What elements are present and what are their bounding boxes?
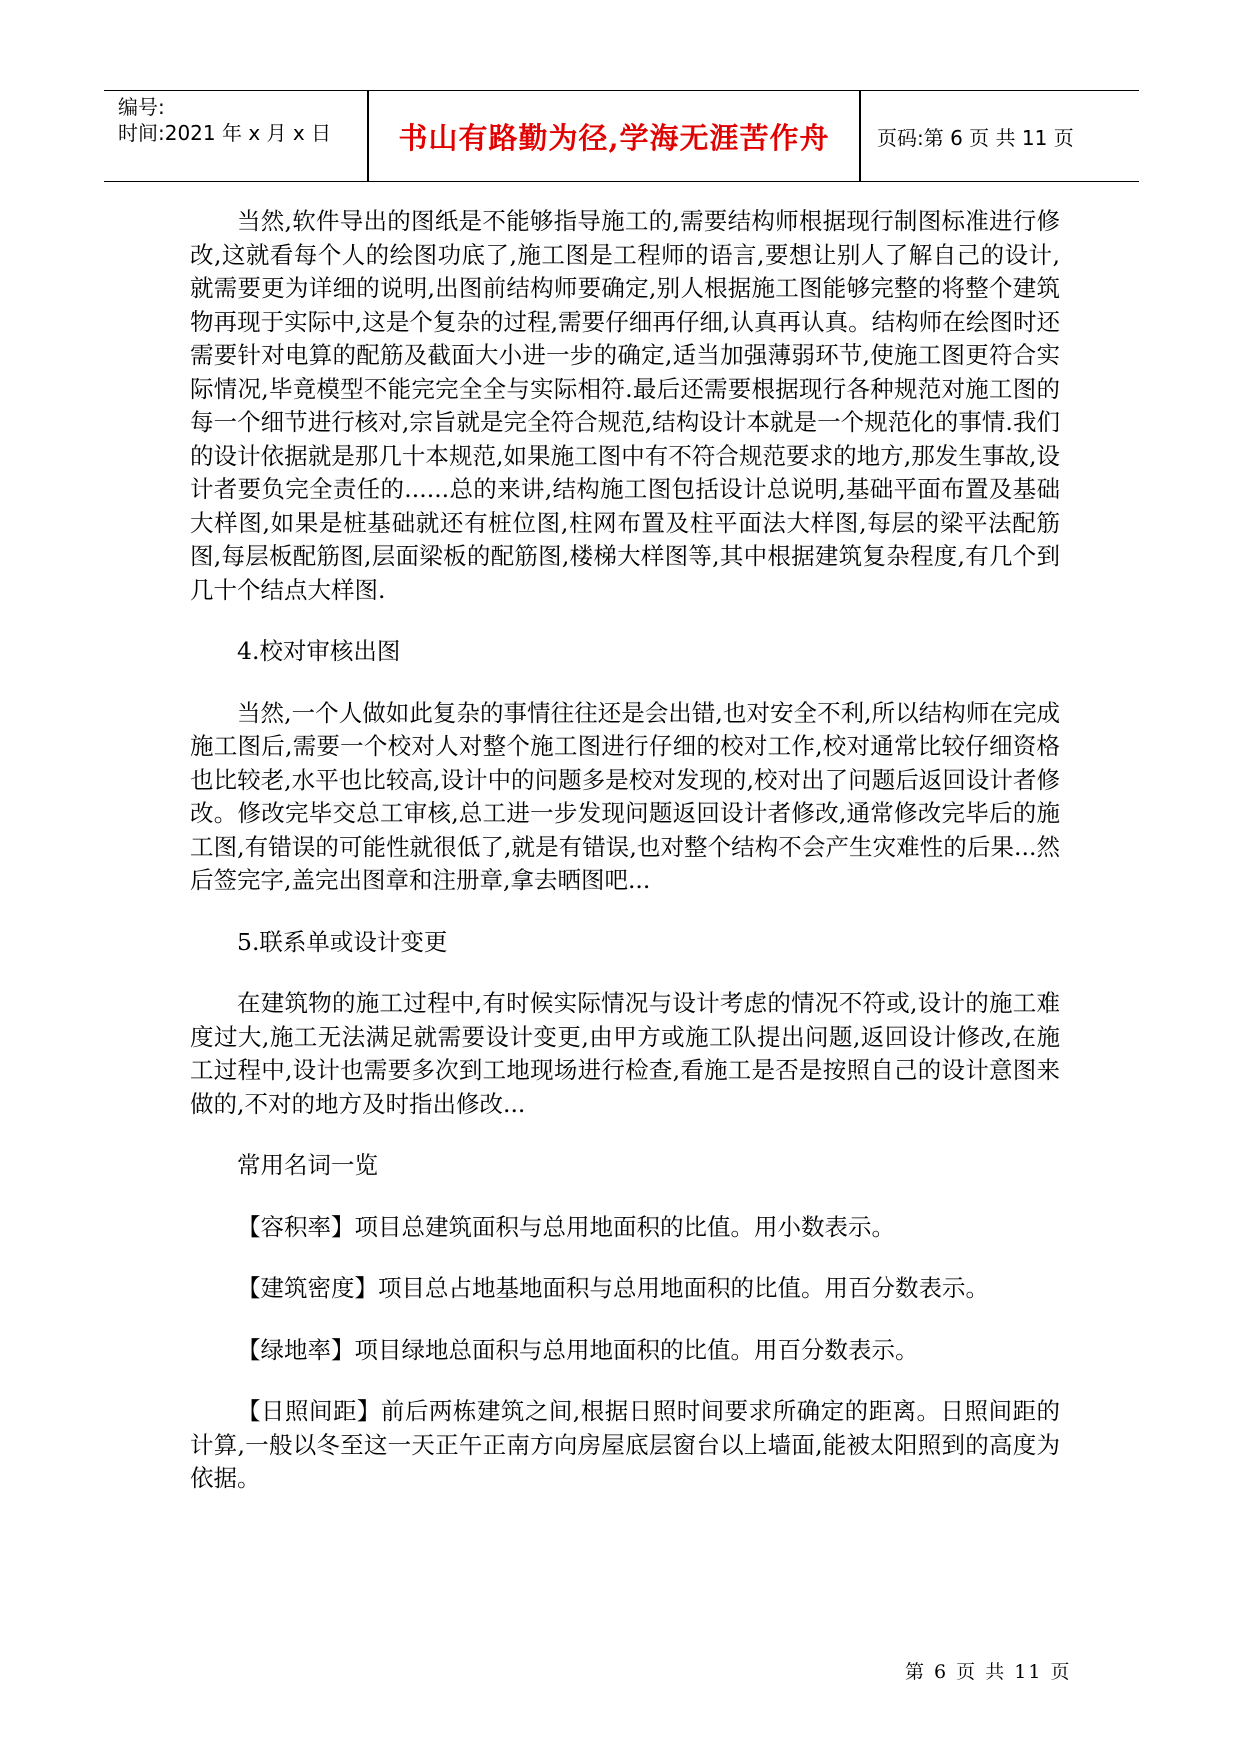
header-motto: 书山有路勤为径,学海无涯苦作舟 (398, 120, 830, 155)
header-meta (118, 91, 358, 181)
body-paragraph: 当然,软件导出的图纸是不能够指导施工的,需要结构师根据现行制图标准进行修改,这就看每个人的绘图功底了,施工图是工程师的语言,要想让别人了解自己的设计,就需要更为详细的说明,出图前结构师要确定,别人根据施工图能够完整的将整个建筑物再现于实际中,这是个复杂的过程,需要仔细再仔细,认真再认真。结构师在绘图时还需要针对电算的配筋及截面大小进一步的确定,适当加强薄弱环节,使施工图更符合实际情况,毕竟模型不能完完全全与实际相符.最后还需要根据现行各种规范对施工图的每一个细节进行核对,宗旨就是完全符合规范,结构设计本就是一个规范化的事情.我们的设计依据就是那几十本规范,如果施工图中有不符合规范要求的地方,那发生事故,设计者要负完全责任的......总的来讲,结构施工图包括设计总说明,基础平面布置及基础大样图,如果是桩基础就还有桩位图,柱网布置及柱平面法大样图,每层的梁平法配筋图,每层板配筋图,层面梁板的配筋图,楼梯大样图等,其中根据建筑复杂程度,有几个到几十个结点大样图. (190, 207, 1060, 604)
glossary-item-building-density: 【建筑密度】项目总占地基地面积与总用地面积的比值。用百分数表示。 (237, 1274, 989, 1302)
page-number-footer: 第 6 页 共 11 页 (905, 1661, 1072, 1683)
document-number-label: 编号: (118, 95, 165, 119)
glossary-item-green-ratio: 【绿地率】项目绿地总面积与总用地面积的比值。用百分数表示。 (237, 1335, 919, 1364)
glossary-item-sunlight-spacing: 【日照间距】前后两栋建筑之间,根据日照时间要求所确定的距离。日照间距的计算,一般以冬至这一天正午正南方向房屋底层窗台以上墙面,能被太阳照到的高度为依据。 (190, 1397, 1060, 1492)
document-body (190, 205, 1060, 1524)
body-paragraph: 在建筑物的施工过程中,有时候实际情况与设计考虑的情况不符或,设计的施工难度过大,施工无法满足就需要设计变更,由甲方或施工队提出问题,返回设计修改,在施工过程中,设计也需要多次到工地现场进行检查,看施工是否是按照自己的设计意图来做的,不对的地方及时指出修改... (190, 989, 1060, 1118)
header-page-code: 页码:第 6 页 共 11 页 (877, 125, 1074, 150)
section-heading-review: 4.校对审核出图 (237, 637, 401, 665)
section-heading-change: 5.联系单或设计变更 (237, 927, 448, 956)
document-time-label: 时间:2021 年 x 月 x 日 (118, 121, 332, 145)
document-header (104, 90, 1139, 182)
body-paragraph: 当然,一个人做如此复杂的事情往往还是会出错,也对安全不利,所以结构师在完成施工图后,需要一个校对人对整个施工图进行仔细的校对工作,校对通常比较仔细资格也比较老,水平也比较高,设计中的问题多是校对发现的,校对出了问题后返回设计者修改。修改完毕交总工审核,总工进一步发现问题返回设计者修改,通常修改完毕后的施工图,有错误的可能性就很低了,就是有错误,也对整个结构不会产生灾难性的后果...然后签完字,盖完出图章和注册章,拿去晒图吧... (190, 698, 1060, 894)
section-heading-glossary: 常用名词一览 (237, 1151, 378, 1179)
glossary-item-plot-ratio: 【容积率】项目总建筑面积与总用地面积的比值。用小数表示。 (237, 1212, 895, 1241)
